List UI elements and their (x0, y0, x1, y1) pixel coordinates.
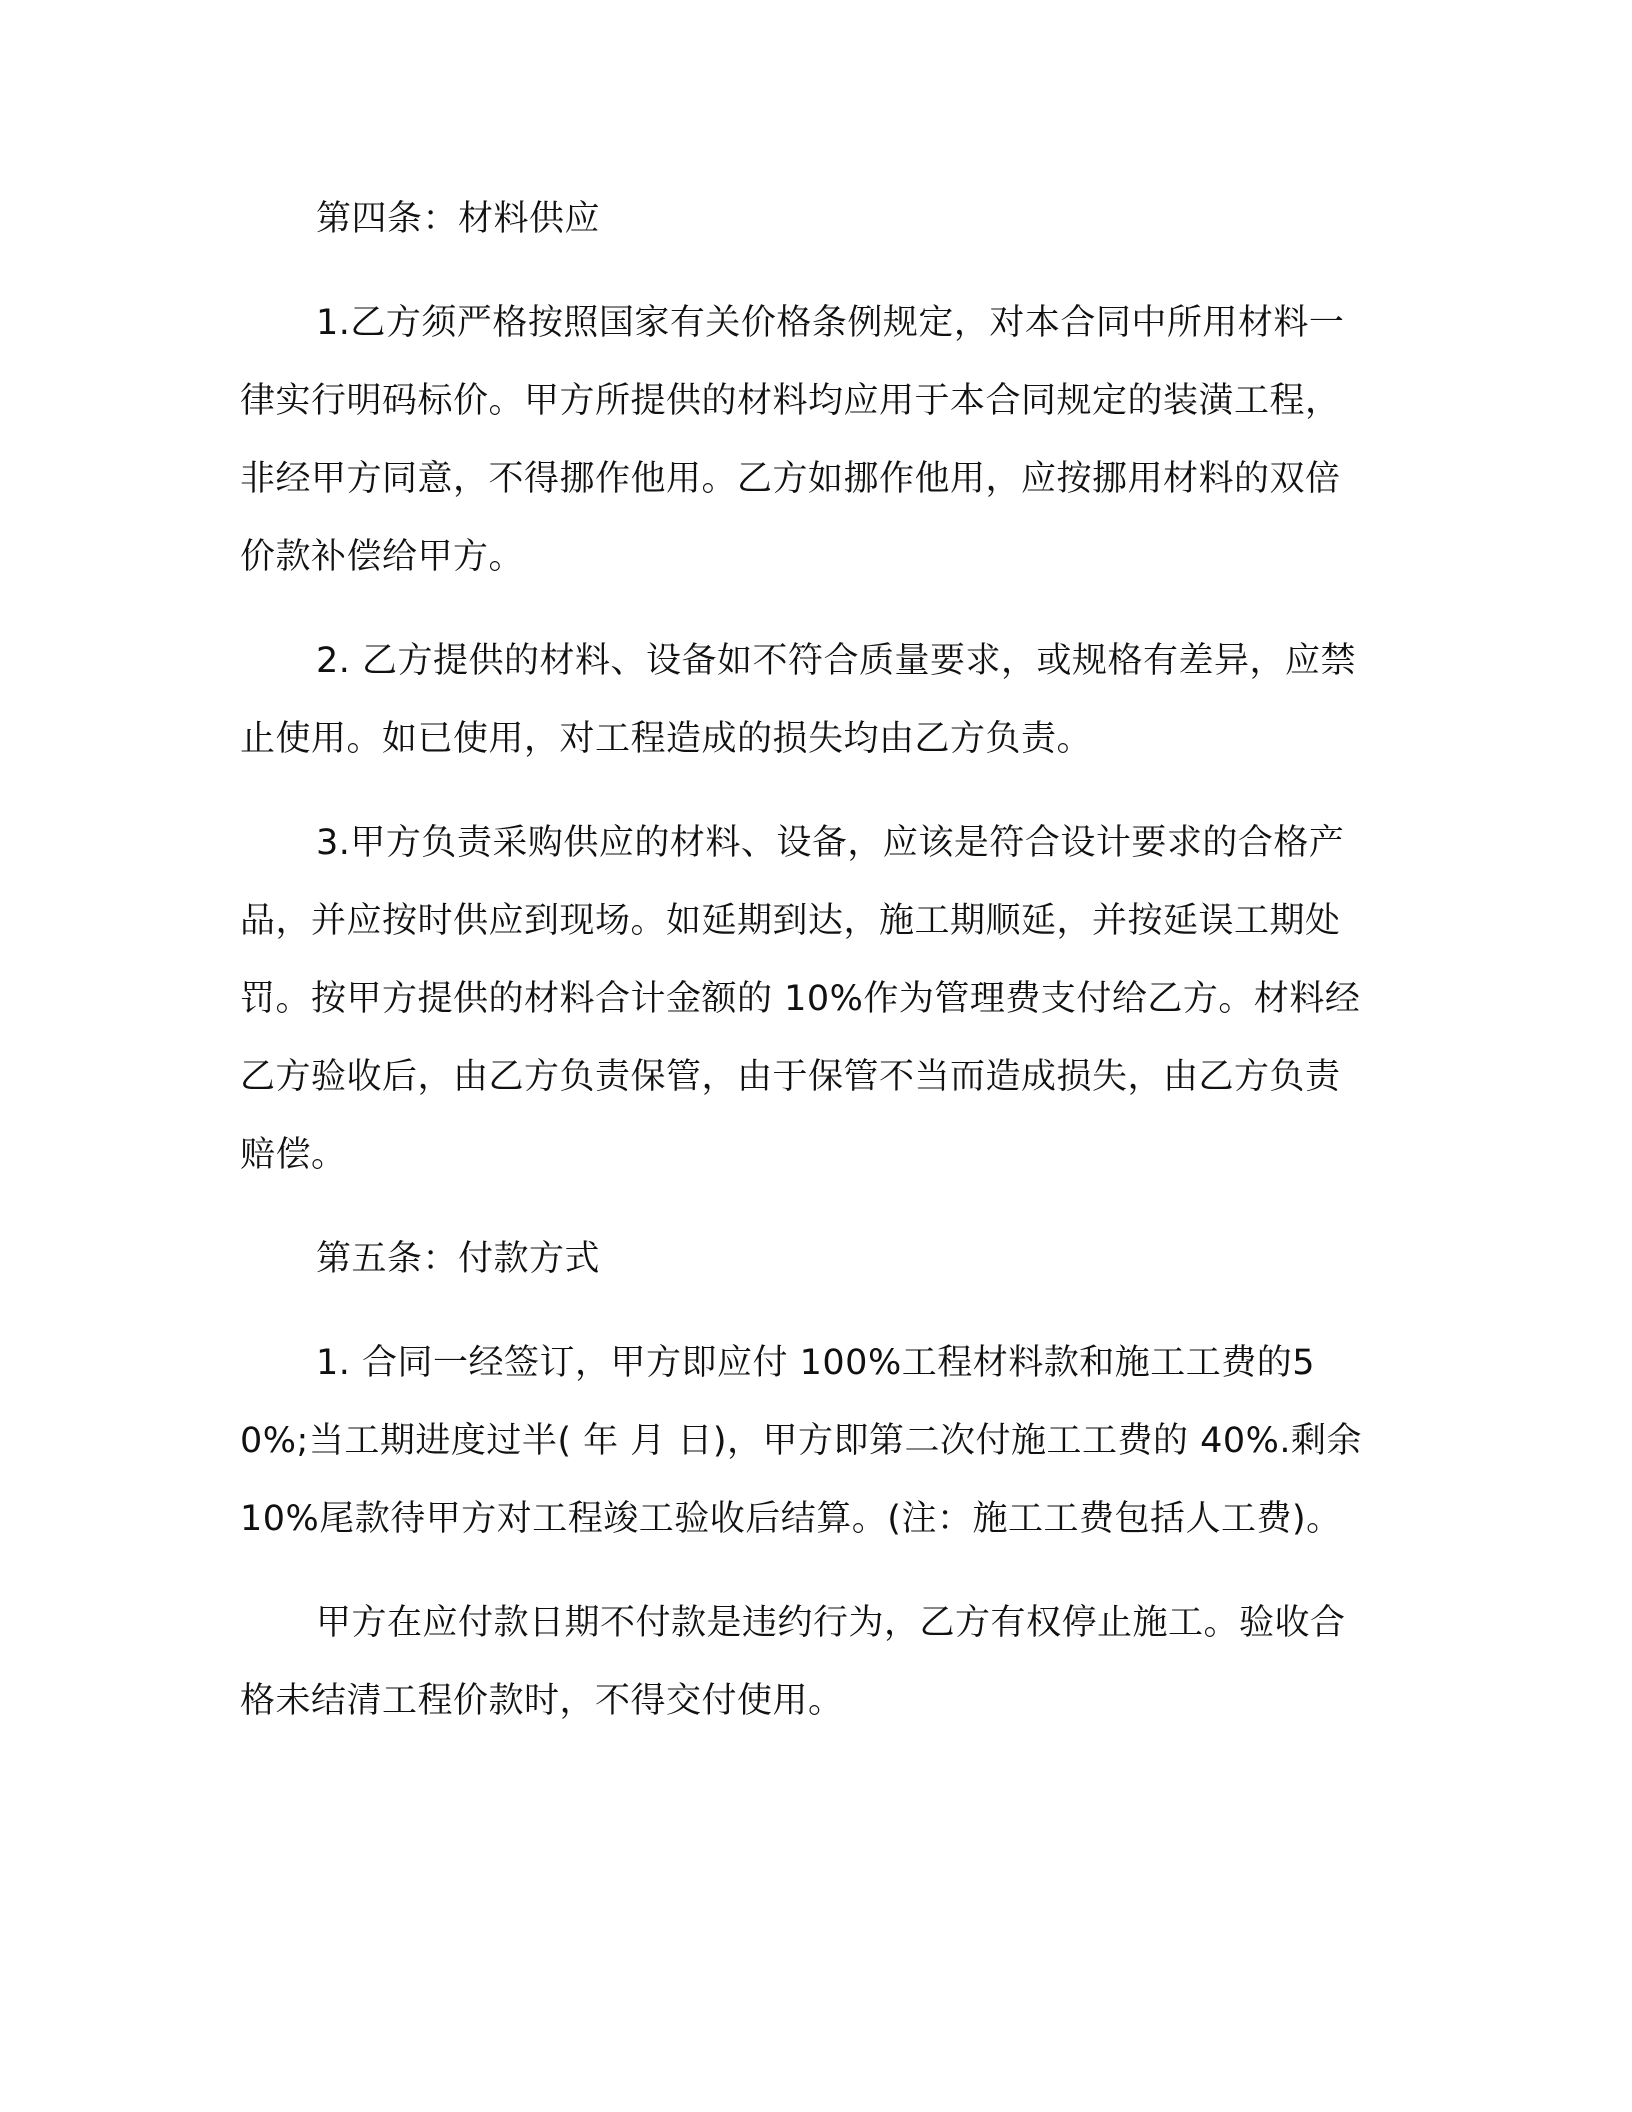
document-body (240, 180, 1370, 1766)
article-4-heading: 第四条：材料供应 (316, 199, 601, 239)
article-4-clause-3: 3.甲方负责采购供应的材料、设备，应该是符合设计要求的合格产品，并应按时供应到现场。如延期到达，施工期顺延，并按延误工期处罚。按甲方提供的材料合计金额的 10%作为管理费支付给乙方。材料经乙方验收后，由乙方负责保管，由于保管不当而造成损失，由乙方负责赔偿。 (240, 823, 1361, 1175)
article-5-heading: 第五条：付款方式 (316, 1239, 601, 1279)
article-4-clause-2: 2. 乙方提供的材料、设备如不符合质量要求，或规格有差异，应禁止使用。如已使用，对工程造成的损失均由乙方负责。 (240, 641, 1357, 759)
article-5-clause-2: 甲方在应付款日期不付款是违约行为，乙方有权停止施工。验收合格未结清工程价款时，不得交付使用。 (240, 1603, 1346, 1721)
article-5-clause-1: 1. 合同一经签订，甲方即应付 100%工程材料款和施工工费的50%;当工期进度过半( 年 月 日)，甲方即第二次付施工工费的 40%.剩余 10%尾款待甲方对工程竣工验收后结算。(注：施工工费包括人工费)。 (240, 1343, 1363, 1539)
article-4-clause-1: 1.乙方须严格按照国家有关价格条例规定，对本合同中所用材料一律实行明码标价。甲方所提供的材料均应用于本合同规定的装潢工程，非经甲方同意，不得挪作他用。乙方如挪作他用，应按挪用材料的双倍价款补偿给甲方。 (240, 303, 1345, 577)
